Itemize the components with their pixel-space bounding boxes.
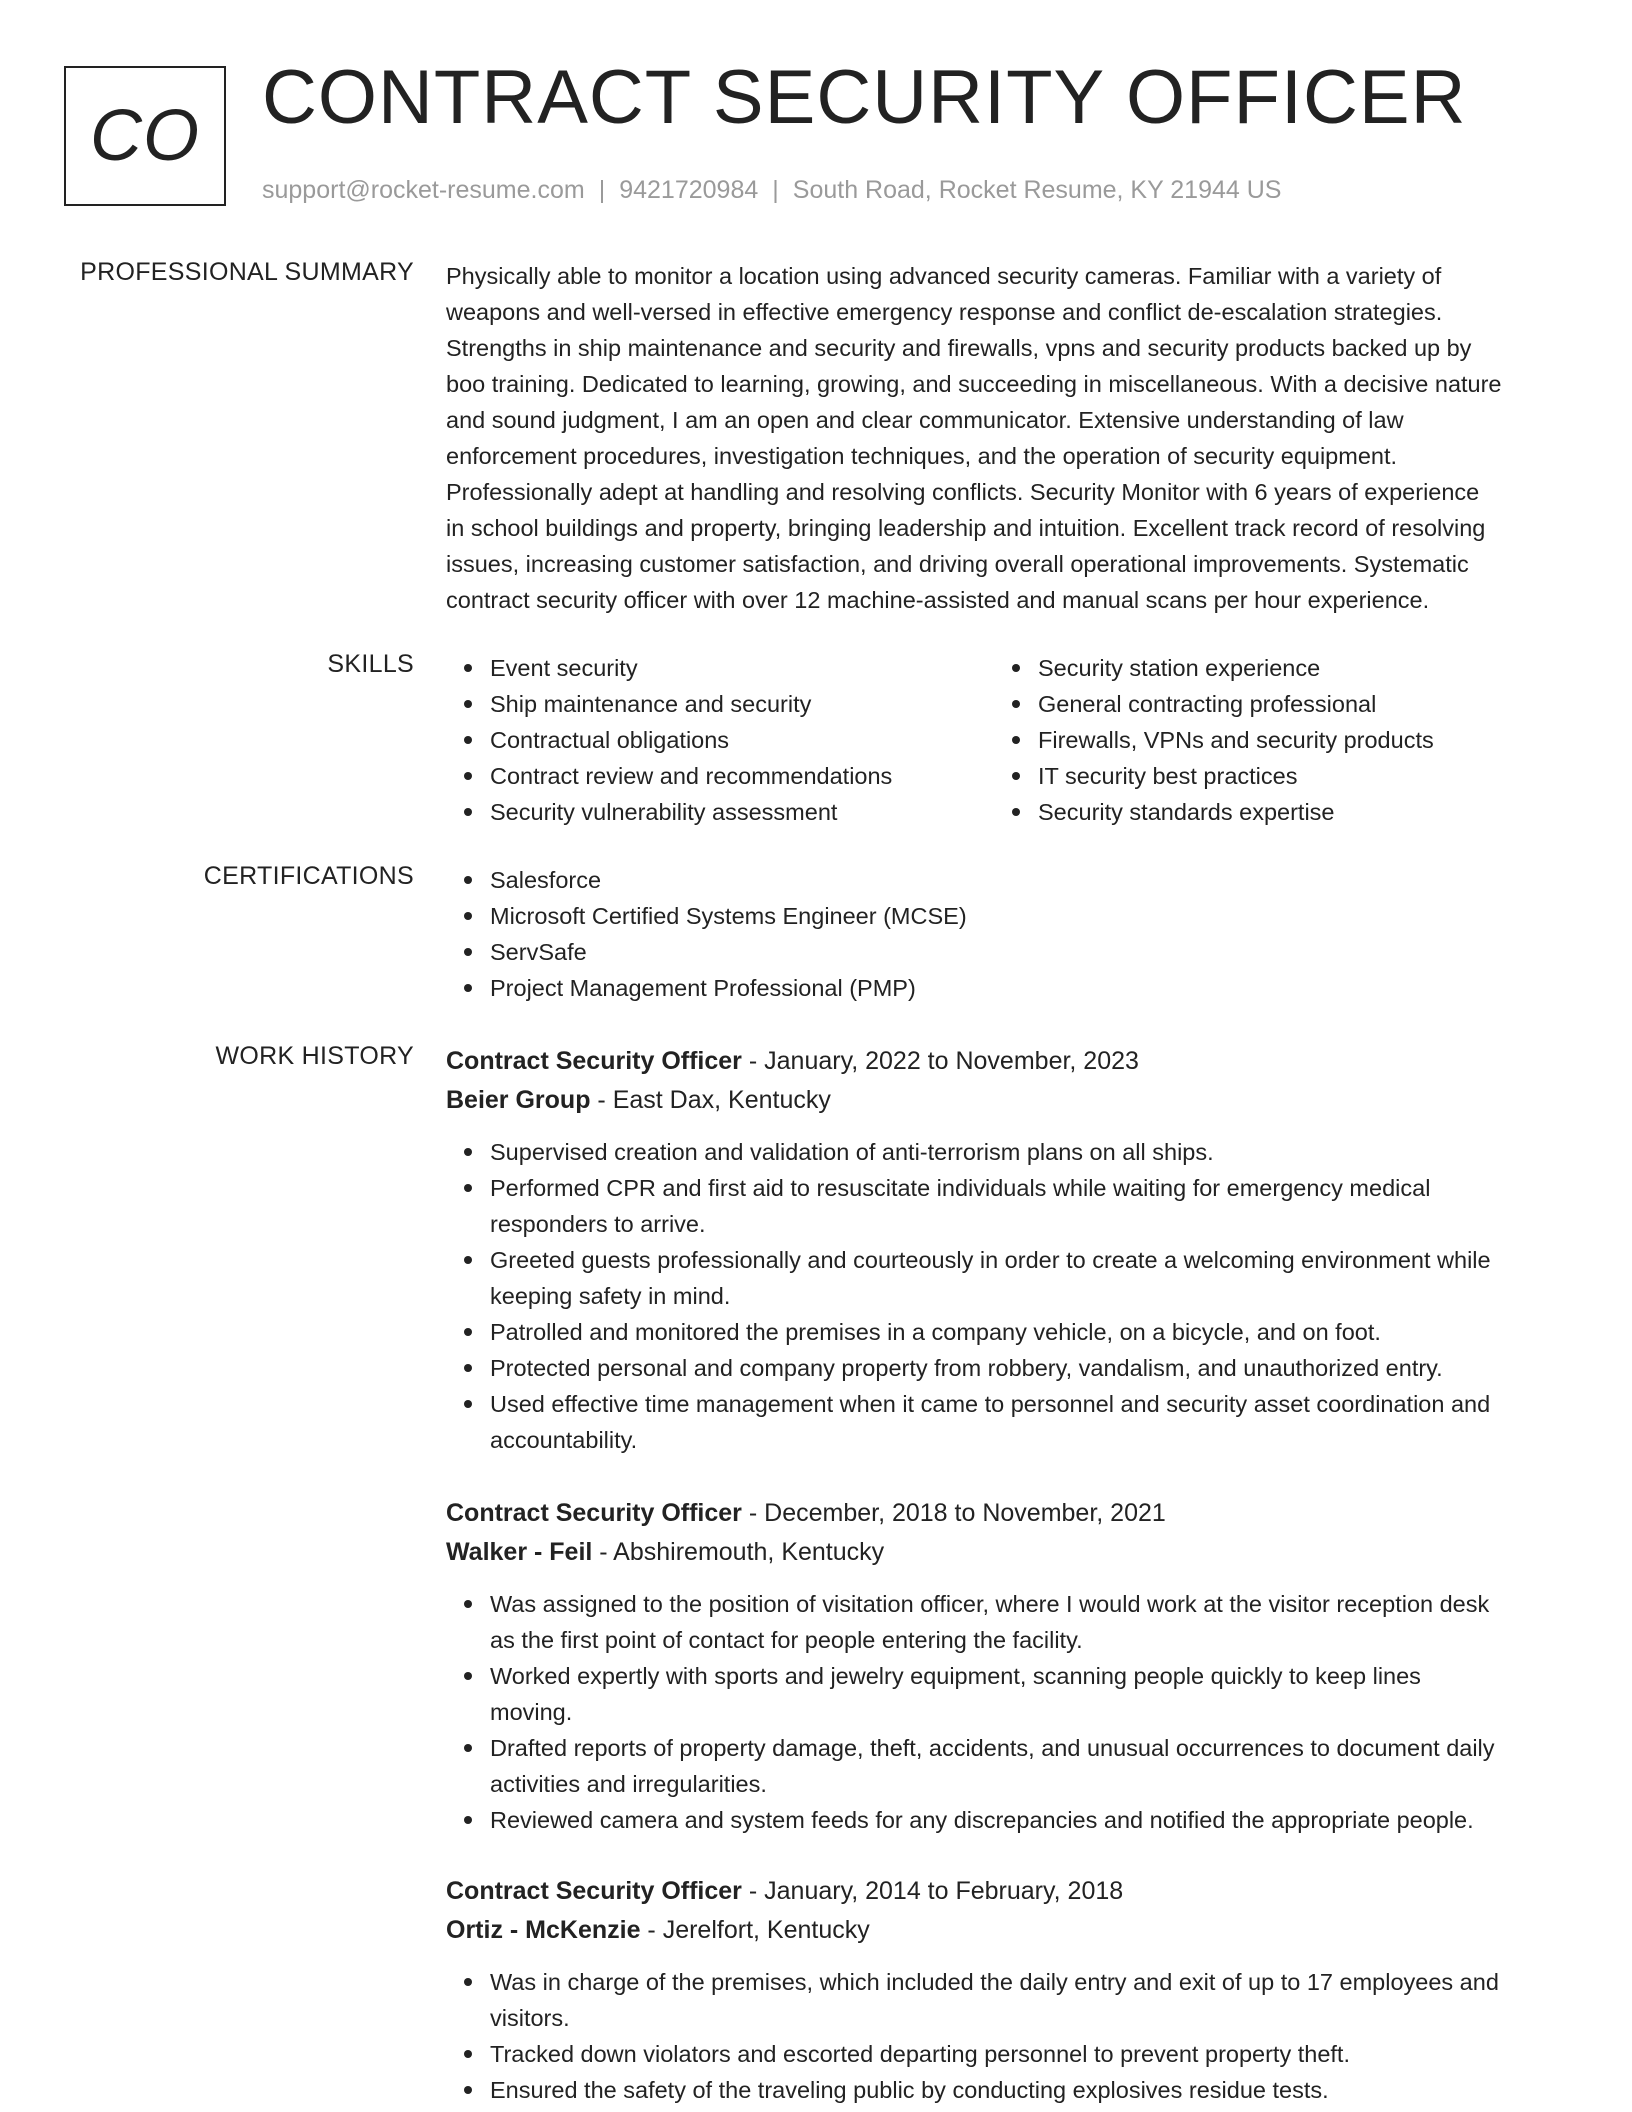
job-bullet <box>490 1134 1558 1170</box>
job-location: - East Dax, Kentucky <box>590 1086 831 1114</box>
bullet-line: Used effective time management when it came to personnel and security asset coordination and <box>490 1391 1491 1417</box>
job-company-line <box>446 1911 1558 1950</box>
job-company: Beier Group <box>446 1086 591 1114</box>
bullet-line: Patrolled and monitored the premises in a company vehicle, on a bicycle, and on foot. <box>490 1319 1381 1345</box>
job-title-line <box>446 1872 1558 1911</box>
job-entry <box>446 1042 1558 1458</box>
job-bullet <box>490 1314 1558 1350</box>
job-bullet <box>490 1658 1558 1730</box>
bullet-line: moving. <box>490 1699 573 1725</box>
bullet-line: Protected personal and company property from robbery, vandalism, and unauthorized entry. <box>490 1355 1443 1381</box>
bullet-line: Greeted guests professionally and courteously in order to create a welcoming environment while <box>490 1247 1491 1273</box>
summary-line: Professionally adept at handling and resolving conflicts. Security Monitor with 6 years of experience <box>446 479 1480 505</box>
summary-line: weapons and well-versed in effective emergency response and conflict de-escalation strategies. <box>446 299 1443 325</box>
contact-separator: | <box>772 176 779 204</box>
contact-email: support@rocket-resume.com <box>262 176 585 204</box>
job-entry <box>446 1494 1558 1838</box>
job-bullet <box>490 1242 1558 1314</box>
certification-item: Project Management Professional (PMP) <box>490 970 1558 1006</box>
summary-heading: PROFESSIONAL SUMMARY <box>80 258 414 286</box>
job-bullet <box>490 1350 1558 1386</box>
job-bullet <box>490 1730 1558 1802</box>
job-bullet <box>490 1170 1558 1242</box>
job-bullet <box>490 1802 1558 1838</box>
skill-item: Event security <box>490 650 994 686</box>
job-location: - Jerelfort, Kentucky <box>640 1916 870 1944</box>
contact-phone: 9421720984 <box>619 176 759 204</box>
job-bullets <box>446 1134 1558 1458</box>
certifications-body <box>446 862 1558 1006</box>
skill-item: Ship maintenance and security <box>490 686 994 722</box>
summary-line: in school buildings and property, bringing leadership and intuition. Excellent track record of resolving <box>446 515 1486 541</box>
job-bullet <box>490 2072 1558 2108</box>
bullet-line: accountability. <box>490 1427 638 1453</box>
contact-separator: | <box>598 176 606 204</box>
certification-item: ServSafe <box>490 934 1558 970</box>
skill-item: Contractual obligations <box>490 722 994 758</box>
bullet-line: Tracked down violators and escorted departing personnel to prevent property theft. <box>490 2041 1350 2067</box>
job-title-line <box>446 1042 1558 1081</box>
bullet-line: Worked expertly with sports and jewelry equipment, scanning people quickly to keep lines <box>490 1663 1421 1689</box>
bullet-line: as the first point of contact for people entering the facility. <box>490 1627 1083 1653</box>
job-dates: - January, 2014 to February, 2018 <box>741 1877 1124 1905</box>
job-bullet <box>490 1586 1558 1658</box>
bullet-line: Was in charge of the premises, which included the daily entry and exit of up to 17 employees and <box>490 1969 1499 1995</box>
summary-text <box>446 258 1558 618</box>
skill-item: General contracting professional <box>1038 686 1542 722</box>
summary-line: enforcement procedures, investigation techniques, and the operation of security equipment. <box>446 443 1398 469</box>
skill-item: Contract review and recommendations <box>490 758 994 794</box>
job-role: Contract Security Officer <box>446 1047 742 1075</box>
certifications-list <box>446 862 1558 1006</box>
job-company-line <box>446 1081 1558 1120</box>
summary-line: and sound judgment, I am an open and clear communicator. Extensive understanding of law <box>446 407 1404 433</box>
skills-grid <box>446 650 1558 830</box>
skills-list-left <box>446 650 994 830</box>
skills-body <box>446 650 1558 830</box>
skills-heading: SKILLS <box>327 650 414 678</box>
contact-address: South Road, Rocket Resume, KY 21944 US <box>792 176 1282 204</box>
bullet-line: keeping safety in mind. <box>490 1283 731 1309</box>
page-title: CONTRACT SECURITY OFFICER <box>262 55 1467 140</box>
job-role: Contract Security Officer <box>446 1877 742 1905</box>
job-dates: - January, 2022 to November, 2023 <box>741 1047 1139 1075</box>
skill-item: Firewalls, VPNs and security products <box>1038 722 1542 758</box>
skill-item: IT security best practices <box>1038 758 1542 794</box>
certification-item: Microsoft Certified Systems Engineer (MCSE) <box>490 898 1558 934</box>
work-history-heading: WORK HISTORY <box>215 1042 414 1070</box>
skill-item: Security vulnerability assessment <box>490 794 994 830</box>
bullet-line: Was assigned to the position of visitation officer, where I would work at the visitor reception desk <box>490 1591 1490 1617</box>
job-company: Ortiz - McKenzie <box>446 1916 641 1944</box>
monogram-box <box>64 66 226 206</box>
skills-list-right <box>994 650 1542 830</box>
certifications-heading: CERTIFICATIONS <box>203 862 414 890</box>
job-location: - Abshiremouth, Kentucky <box>592 1538 885 1566</box>
job-bullets <box>446 1586 1558 1838</box>
monogram-initials: CO <box>90 96 200 176</box>
job-role: Contract Security Officer <box>446 1499 742 1527</box>
contact-line <box>262 176 1281 205</box>
skill-item: Security station experience <box>1038 650 1542 686</box>
job-bullet <box>490 1386 1558 1458</box>
job-company: Walker - Feil <box>446 1538 593 1566</box>
job-bullets <box>446 1964 1558 2108</box>
summary-line: Strengths in ship maintenance and security and firewalls, vpns and security products backed up by <box>446 335 1472 361</box>
job-bullet <box>490 2036 1558 2072</box>
certification-item: Salesforce <box>490 862 1558 898</box>
work-history-body <box>446 1042 1558 2112</box>
summary-line: boo training. Dedicated to learning, growing, and succeeding in miscellaneous. With a decisive nature <box>446 371 1502 397</box>
summary-line: issues, increasing customer satisfaction, and driving overall operational improvements. Systematic <box>446 551 1469 577</box>
job-company-line <box>446 1533 1558 1572</box>
job-title-line <box>446 1494 1558 1533</box>
bullet-line: Performed CPR and first aid to resuscitate individuals while waiting for emergency medical <box>490 1175 1431 1201</box>
bullet-line: Drafted reports of property damage, theft, accidents, and unusual occurrences to document daily <box>490 1735 1495 1761</box>
bullet-line: responders to arrive. <box>490 1211 706 1237</box>
summary-line: Physically able to monitor a location using advanced security cameras. Familiar with a variety of <box>446 263 1442 289</box>
summary-line: contract security officer with over 12 machine-assisted and manual scans per hour experience. <box>446 587 1430 613</box>
bullet-line: Supervised creation and validation of anti-terrorism plans on all ships. <box>490 1139 1214 1165</box>
job-bullet <box>490 1964 1558 2036</box>
job-dates: - December, 2018 to November, 2021 <box>741 1499 1166 1527</box>
skill-item: Security standards expertise <box>1038 794 1542 830</box>
bullet-line: Reviewed camera and system feeds for any discrepancies and notified the appropriate people. <box>490 1807 1474 1833</box>
bullet-line: visitors. <box>490 2005 570 2031</box>
bullet-line: Ensured the safety of the traveling public by conducting explosives residue tests. <box>490 2077 1329 2103</box>
bullet-line: activities and irregularities. <box>490 1771 767 1797</box>
job-entry <box>446 1872 1558 2108</box>
